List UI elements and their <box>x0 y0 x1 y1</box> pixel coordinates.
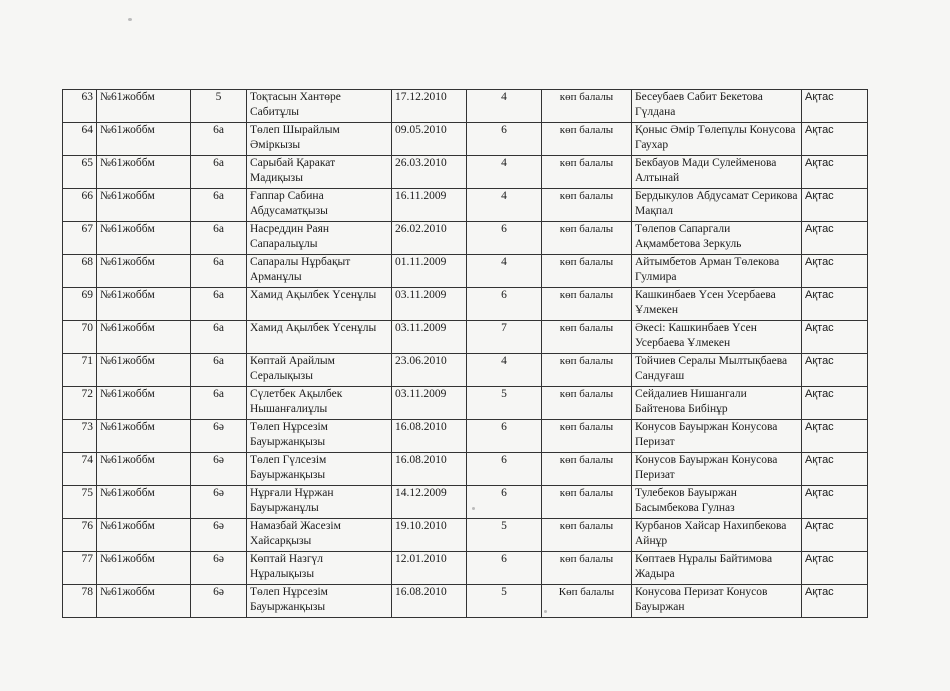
row-number: 76 <box>63 519 97 552</box>
family-status-cell: көп балалы <box>542 420 632 453</box>
table-row <box>63 222 868 255</box>
student-name-cell: Төлеп Нұрсезім Бауыржанқызы <box>247 585 392 618</box>
family-size-cell: 6 <box>467 222 542 255</box>
row-number: 67 <box>63 222 97 255</box>
grade-cell: 6а <box>191 189 247 222</box>
family-size-cell: 5 <box>467 585 542 618</box>
family-status-cell: көп балалы <box>542 354 632 387</box>
birth-date-cell: 19.10.2010 <box>392 519 467 552</box>
student-name-cell: Көптай Назгүл Нұралықызы <box>247 552 392 585</box>
row-number: 66 <box>63 189 97 222</box>
birth-date-cell: 01.11.2009 <box>392 255 467 288</box>
parents-cell: Көптаев Нұралы Байтимова Жадыра <box>632 552 802 585</box>
student-name-cell: Нұрғали Нұржан Бауыржанұлы <box>247 486 392 519</box>
parents-cell: Сейдалиев Нишангали Байтенова Бибінұр <box>632 387 802 420</box>
parents-cell: Тойчиев Сералы Мылтықбаева Сандуғаш <box>632 354 802 387</box>
birth-date-cell: 16.08.2010 <box>392 420 467 453</box>
school-cell: №61жоббм <box>97 90 191 123</box>
birth-date-cell: 03.11.2009 <box>392 387 467 420</box>
parents-cell: Әкесі: Кашкинбаев Үсен Усербаева Ұлмекен <box>632 321 802 354</box>
family-size-cell: 6 <box>467 420 542 453</box>
student-name-cell: Сүлетбек Ақылбек Нышанғалиұлы <box>247 387 392 420</box>
table-row <box>63 453 868 486</box>
family-status-cell: көп балалы <box>542 189 632 222</box>
parents-cell: Конусов Бауыржан Конусова Перизат <box>632 453 802 486</box>
student-name-cell: Төлеп Гүлсезім Бауыржанқызы <box>247 453 392 486</box>
family-status-cell: көп балалы <box>542 288 632 321</box>
grade-cell: 6ә <box>191 585 247 618</box>
school-cell: №61жоббм <box>97 354 191 387</box>
grade-cell: 6ә <box>191 453 247 486</box>
family-size-cell: 4 <box>467 354 542 387</box>
scan-speck <box>128 18 132 21</box>
row-number: 77 <box>63 552 97 585</box>
family-size-cell: 5 <box>467 519 542 552</box>
student-name-cell: Көптай Арайлым Сералықызы <box>247 354 392 387</box>
birth-date-cell: 16.11.2009 <box>392 189 467 222</box>
birth-date-cell: 16.08.2010 <box>392 585 467 618</box>
student-name-cell: Төлеп Нұрсезім Бауыржанқызы <box>247 420 392 453</box>
student-name-cell: Хамид Ақылбек Үсенұлы <box>247 288 392 321</box>
school-cell: №61жоббм <box>97 123 191 156</box>
school-cell: №61жоббм <box>97 156 191 189</box>
family-size-cell: 6 <box>467 552 542 585</box>
family-status-cell: көп балалы <box>542 519 632 552</box>
family-status-cell: көп балалы <box>542 123 632 156</box>
row-number: 74 <box>63 453 97 486</box>
address-cell: Ақтас <box>802 321 868 354</box>
row-number: 72 <box>63 387 97 420</box>
school-cell: №61жоббм <box>97 420 191 453</box>
school-cell: №61жоббм <box>97 321 191 354</box>
school-cell: №61жоббм <box>97 288 191 321</box>
family-status-cell: көп балалы <box>542 486 632 519</box>
row-number: 71 <box>63 354 97 387</box>
school-cell: №61жоббм <box>97 255 191 288</box>
address-cell: Ақтас <box>802 519 868 552</box>
address-cell: Ақтас <box>802 156 868 189</box>
table-row <box>63 189 868 222</box>
parents-cell: Қоныс Әмір Төлепұлы Конусова Гаухар <box>632 123 802 156</box>
address-cell: Ақтас <box>802 354 868 387</box>
family-size-cell: 6 <box>467 486 542 519</box>
parents-cell: Конусов Бауыржан Конусова Перизат <box>632 420 802 453</box>
table-row <box>63 585 868 618</box>
school-cell: №61жоббм <box>97 453 191 486</box>
birth-date-cell: 14.12.2009 <box>392 486 467 519</box>
school-cell: №61жоббм <box>97 519 191 552</box>
row-number: 68 <box>63 255 97 288</box>
table-row <box>63 420 868 453</box>
birth-date-cell: 26.03.2010 <box>392 156 467 189</box>
family-status-cell: көп балалы <box>542 255 632 288</box>
student-name-cell: Сарыбай Қаракат Мадиқызы <box>247 156 392 189</box>
roster-body <box>63 90 868 618</box>
family-status-cell: көп балалы <box>542 387 632 420</box>
row-number: 63 <box>63 90 97 123</box>
row-number: 64 <box>63 123 97 156</box>
table-row <box>63 156 868 189</box>
table-row <box>63 321 868 354</box>
table-row <box>63 255 868 288</box>
student-roster-table <box>62 89 868 618</box>
birth-date-cell: 23.06.2010 <box>392 354 467 387</box>
row-number: 70 <box>63 321 97 354</box>
grade-cell: 6а <box>191 156 247 189</box>
parents-cell: Тулебеков Бауыржан Басымбекова Гулназ <box>632 486 802 519</box>
parents-cell: Кашкинбаев Үсен Усербаева Ұлмекен <box>632 288 802 321</box>
family-size-cell: 6 <box>467 123 542 156</box>
address-cell: Ақтас <box>802 453 868 486</box>
family-status-cell: көп балалы <box>542 222 632 255</box>
grade-cell: 6а <box>191 288 247 321</box>
school-cell: №61жоббм <box>97 222 191 255</box>
birth-date-cell: 03.11.2009 <box>392 288 467 321</box>
family-status-cell: көп балалы <box>542 552 632 585</box>
family-size-cell: 6 <box>467 453 542 486</box>
table-row <box>63 486 868 519</box>
table-row <box>63 387 868 420</box>
birth-date-cell: 09.05.2010 <box>392 123 467 156</box>
family-size-cell: 4 <box>467 189 542 222</box>
parents-cell: Бесеубаев Сабит Бекетова Гүлдана <box>632 90 802 123</box>
row-number: 78 <box>63 585 97 618</box>
table-row <box>63 123 868 156</box>
grade-cell: 6а <box>191 255 247 288</box>
grade-cell: 6а <box>191 123 247 156</box>
school-cell: №61жоббм <box>97 387 191 420</box>
grade-cell: 5 <box>191 90 247 123</box>
grade-cell: 6ә <box>191 552 247 585</box>
family-size-cell: 7 <box>467 321 542 354</box>
student-name-cell: Тоқтасын Хантөре Сабитұлы <box>247 90 392 123</box>
parents-cell: Курбанов Хайсар Нахипбекова Айнұр <box>632 519 802 552</box>
address-cell: Ақтас <box>802 552 868 585</box>
family-status-cell: көп балалы <box>542 453 632 486</box>
address-cell: Ақтас <box>802 420 868 453</box>
student-name-cell: Төлеп Шырайлым Әміркызы <box>247 123 392 156</box>
birth-date-cell: 26.02.2010 <box>392 222 467 255</box>
address-cell: Ақтас <box>802 387 868 420</box>
birth-date-cell: 03.11.2009 <box>392 321 467 354</box>
family-size-cell: 4 <box>467 255 542 288</box>
address-cell: Ақтас <box>802 255 868 288</box>
school-cell: №61жоббм <box>97 585 191 618</box>
school-cell: №61жоббм <box>97 552 191 585</box>
table-row <box>63 519 868 552</box>
family-status-cell: Көп балалы <box>542 585 632 618</box>
student-name-cell: Ғаппар Сабина Абдусаматқызы <box>247 189 392 222</box>
grade-cell: 6ә <box>191 519 247 552</box>
family-size-cell: 4 <box>467 90 542 123</box>
table-row <box>63 288 868 321</box>
row-number: 73 <box>63 420 97 453</box>
row-number: 75 <box>63 486 97 519</box>
birth-date-cell: 16.08.2010 <box>392 453 467 486</box>
table-row <box>63 354 868 387</box>
row-number: 65 <box>63 156 97 189</box>
family-size-cell: 6 <box>467 288 542 321</box>
parents-cell: Бекбауов Мади Сулейменова Алтынай <box>632 156 802 189</box>
address-cell: Ақтас <box>802 585 868 618</box>
student-name-cell: Сапаралы Нұрбақыт Арманұлы <box>247 255 392 288</box>
address-cell: Ақтас <box>802 123 868 156</box>
parents-cell: Төлепов Сапаргали Ақмамбетова Зеркуль <box>632 222 802 255</box>
family-status-cell: көп балалы <box>542 156 632 189</box>
address-cell: Ақтас <box>802 90 868 123</box>
family-status-cell: көп балалы <box>542 90 632 123</box>
family-size-cell: 4 <box>467 156 542 189</box>
address-cell: Ақтас <box>802 189 868 222</box>
grade-cell: 6а <box>191 321 247 354</box>
address-cell: Ақтас <box>802 222 868 255</box>
student-name-cell: Намазбай Жасезім Хайсарқызы <box>247 519 392 552</box>
family-status-cell: көп балалы <box>542 321 632 354</box>
birth-date-cell: 17.12.2010 <box>392 90 467 123</box>
student-name-cell: Хамид Ақылбек Үсенұлы <box>247 321 392 354</box>
address-cell: Ақтас <box>802 486 868 519</box>
address-cell: Ақтас <box>802 288 868 321</box>
school-cell: №61жоббм <box>97 189 191 222</box>
grade-cell: 6а <box>191 387 247 420</box>
parents-cell: Айтымбетов Арман Төлекова Гулмира <box>632 255 802 288</box>
parents-cell: Конусова Перизат Конусов Бауыржан <box>632 585 802 618</box>
grade-cell: 6ә <box>191 420 247 453</box>
table-row <box>63 90 868 123</box>
birth-date-cell: 12.01.2010 <box>392 552 467 585</box>
grade-cell: 6ә <box>191 486 247 519</box>
table-row <box>63 552 868 585</box>
row-number: 69 <box>63 288 97 321</box>
grade-cell: 6а <box>191 354 247 387</box>
family-size-cell: 5 <box>467 387 542 420</box>
school-cell: №61жоббм <box>97 486 191 519</box>
student-name-cell: Насреддин Раян Сапаралыұлы <box>247 222 392 255</box>
parents-cell: Бердыкулов Абдусамат Серикова Мақпал <box>632 189 802 222</box>
grade-cell: 6а <box>191 222 247 255</box>
